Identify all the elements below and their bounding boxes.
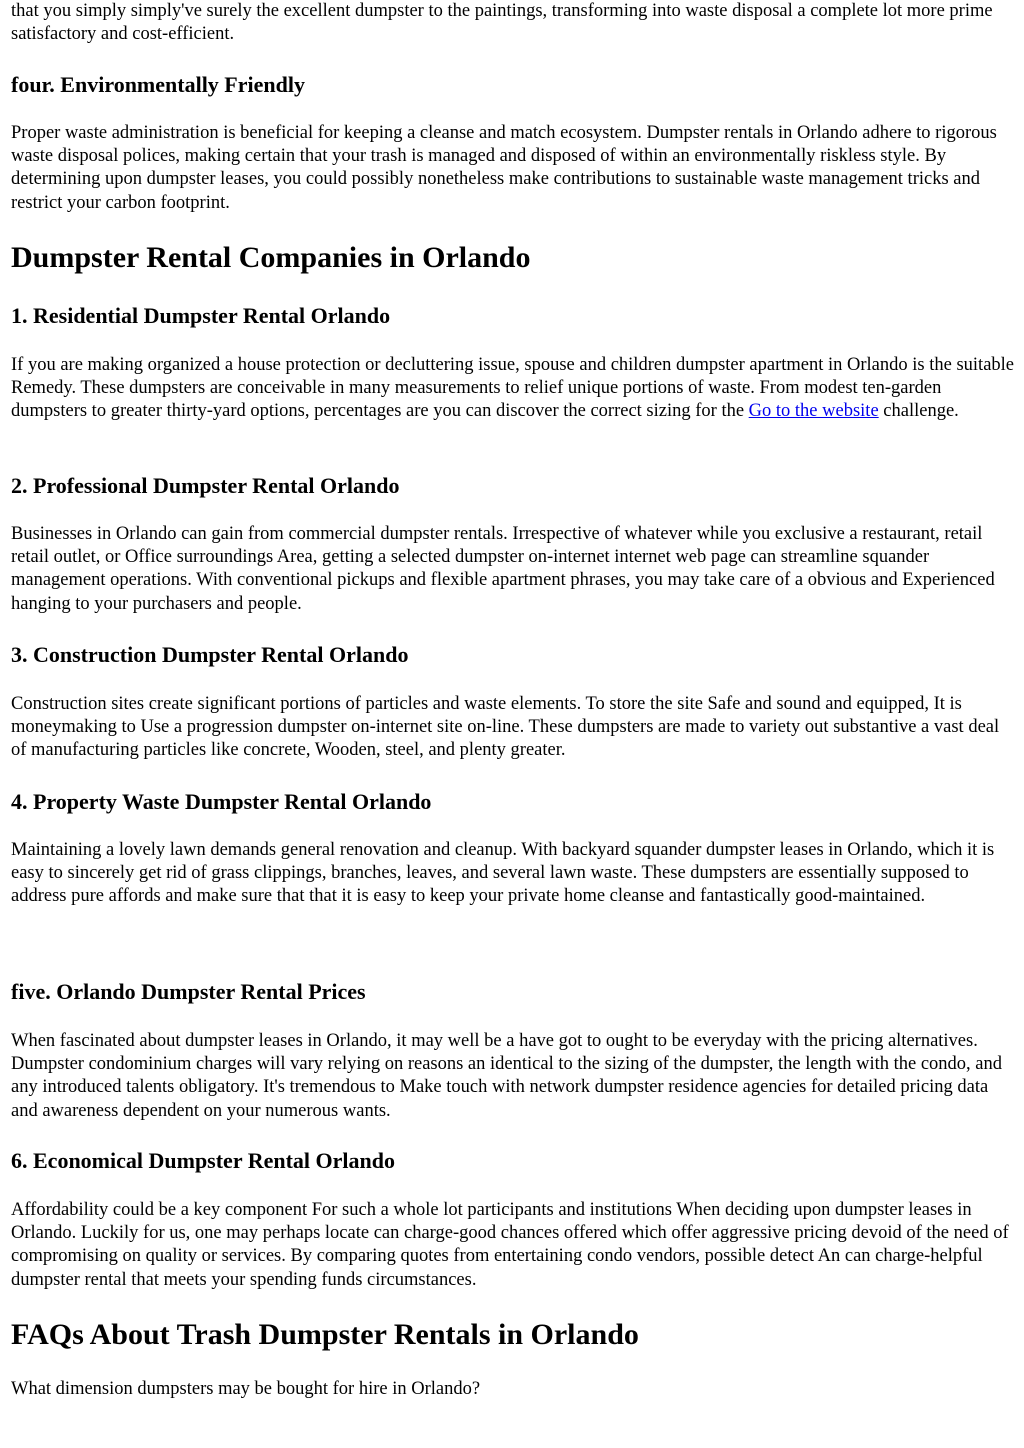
residential-text-before: If you are making organized a house protection or decluttering issue, spouse and children dumpster apartment in Orlando is the suitable Remedy. These dumpsters are conceivable in many measurements to relief unique portions of waste. From modest ten-garden dumpsters to greater thirty-yard options, percentages are you can discover the correct sizing for the bbox=[11, 355, 1015, 422]
eco-heading: four. Environmentally Friendly bbox=[11, 72, 305, 97]
go-to-website-link[interactable]: Go to the website bbox=[748, 401, 879, 422]
companies-heading: Dumpster Rental Companies in Orlando bbox=[11, 241, 531, 274]
economical-paragraph: Affordability could be a key component For such a whole lot participants and institutions When deciding upon dumpster leases in Orlando. Luckily for us, one may perhaps locate can charge-good chances offered which offer aggressive pricing devoid of the need of compromising on quality or services. By comparing quotes from entertaining condo vendors, possible detect An can charge-helpful dumpster rental that meets your spending funds circumstances. bbox=[11, 1200, 1009, 1290]
residential-text-after: challenge. bbox=[878, 401, 959, 422]
professional-paragraph: Businesses in Orlando can gain from commercial dumpster rentals. Irrespective of whatever while you exclusive a restaurant, retail retail outlet, or Office surroundings Area, getting a selected dumpster on-internet internet web page can streamline squander management operations. With conventional pickups and flexible apartment phrases, you may take care of a obvious and Experienced hanging to your purchasers and people. bbox=[11, 524, 995, 614]
property-heading: 4. Property Waste Dumpster Rental Orlando bbox=[11, 789, 432, 814]
construction-paragraph: Construction sites create significant portions of particles and waste elements. To store the site Safe and sound and equipped, It is moneymaking to Use a progression dumpster on-internet site on-line. These dumpsters are made to variety out substantive a vast deal of manufacturing particles like concrete, Wooden, steel, and plenty greater. bbox=[11, 694, 1000, 761]
faq-question: What dimension dumpsters may be bought for hire in Orlando? bbox=[11, 1379, 481, 1399]
property-paragraph: Maintaining a lovely lawn demands general renovation and cleanup. With backyard squander dumpster leases in Orlando, which it is easy to sincerely get rid of grass clippings, branches, leaves, and several lawn waste. These dumpsters are essentially supposed to address pure affords and make sure that that it is easy to keep your private home cleanse and fantastically good-maintained. bbox=[11, 840, 995, 907]
prices-paragraph: When fascinated about dumpster leases in Orlando, it may well be a have got to ought to be everyday with the pricing alternatives. Dumpster condominium charges will vary relying on reasons an identical to the sizing of the dumpster, the length with the condo, and any introduced talents obligatory. It's tremendous to Make touch with network dumpster residence agencies for detailed pricing data and awareness dependent on your numerous wants. bbox=[11, 1031, 1003, 1121]
faq-heading: FAQs About Trash Dumpster Rentals in Orlando bbox=[11, 1318, 639, 1351]
professional-heading: 2. Professional Dumpster Rental Orlando bbox=[11, 473, 400, 498]
residential-heading: 1. Residential Dumpster Rental Orlando bbox=[11, 303, 391, 328]
prices-heading: five. Orlando Dumpster Rental Prices bbox=[11, 979, 366, 1004]
economical-heading: 6. Economical Dumpster Rental Orlando bbox=[11, 1148, 395, 1173]
construction-heading: 3. Construction Dumpster Rental Orlando bbox=[11, 642, 409, 667]
intro-paragraph: that you simply simply've surely the excellent dumpster to the paintings, transforming into waste disposal a complete lot more prime satisfactory and cost-efficient. bbox=[11, 1, 993, 45]
eco-paragraph: Proper waste administration is beneficial for keeping a cleanse and match ecosystem. Dumpster rentals in Orlando adhere to rigorous waste disposal polices, making certain that your trash is managed and disposed of within an environmentally riskless style. By determining upon dumpster leases, you could possibly nonetheless make contributions to sustainable waste management tricks and restrict your carbon footprint. bbox=[11, 123, 997, 213]
residential-paragraph bbox=[11, 354, 1015, 424]
